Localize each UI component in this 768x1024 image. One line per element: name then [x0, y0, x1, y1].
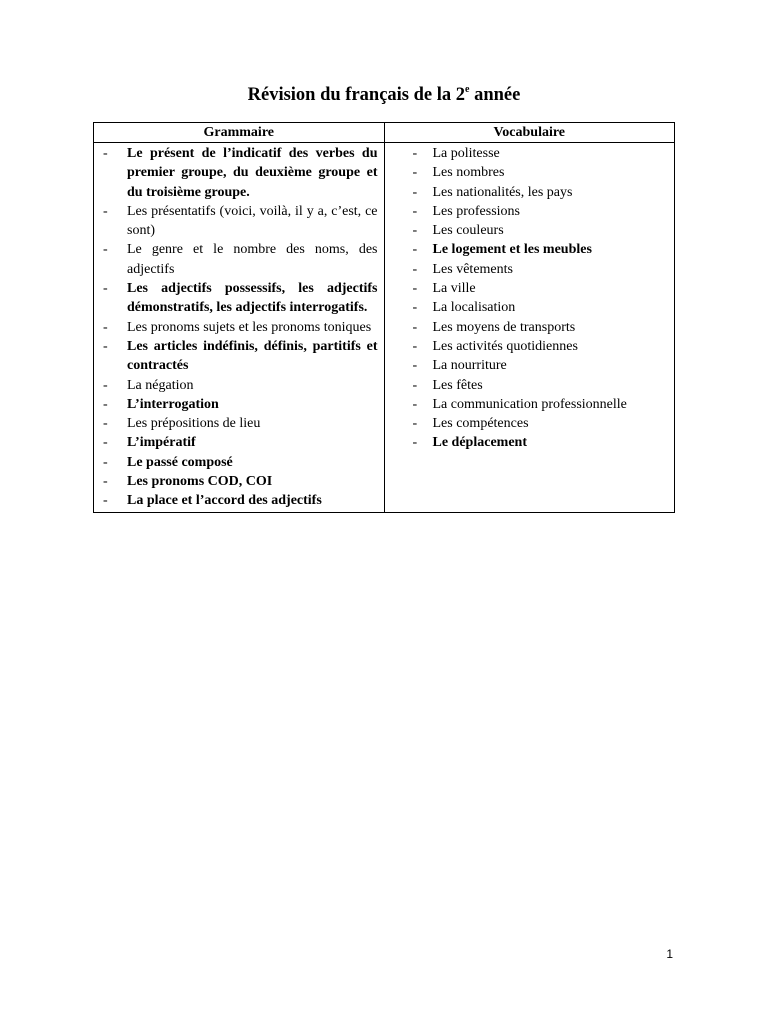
- vocabulaire-item-text: Les compétences: [432, 416, 529, 432]
- vocabulaire-item-text: Le logement et les meubles: [432, 242, 592, 258]
- vocabulaire-item-text: Les moyens de transports: [432, 319, 576, 335]
- vocabulaire-item: [391, 240, 669, 259]
- table-body-row: [94, 143, 675, 513]
- title-main: Révision du français de la 2: [247, 85, 466, 106]
- list-bullet: -: [412, 338, 418, 354]
- title-end: année: [469, 85, 521, 106]
- vocabulaire-item-text: La ville: [432, 281, 476, 297]
- grammaire-item: [100, 453, 378, 472]
- vocabulaire-item: [391, 433, 669, 452]
- vocabulaire-item: [391, 337, 669, 356]
- grammaire-item-text: Les pronoms sujets et les pronoms toniques: [127, 319, 372, 335]
- grammaire-item: [100, 414, 378, 433]
- grammaire-item: [100, 433, 378, 452]
- vocabulaire-item: [391, 298, 669, 317]
- vocabulaire-item: [391, 376, 669, 395]
- vocabulaire-item: [391, 221, 669, 240]
- grammaire-item: [100, 144, 378, 202]
- list-bullet: -: [103, 319, 108, 335]
- vocabulaire-item: [391, 318, 669, 337]
- list-bullet: -: [103, 493, 108, 509]
- list-bullet: -: [103, 454, 108, 470]
- vocabulaire-item-text: La nourriture: [432, 358, 507, 374]
- list-bullet: -: [103, 203, 108, 219]
- vocabulaire-item: [391, 279, 669, 298]
- vocabulaire-item-text: Les vêtements: [432, 261, 513, 277]
- list-bullet: -: [412, 146, 418, 161]
- vocabulaire-item: [391, 260, 669, 279]
- grammaire-cell: [94, 143, 385, 513]
- list-bullet: -: [103, 416, 108, 432]
- header-vocabulaire: Vocabulaire: [384, 123, 675, 143]
- vocabulaire-cell: [384, 143, 675, 513]
- list-bullet: -: [103, 474, 108, 490]
- list-bullet: -: [103, 281, 108, 297]
- list-bullet: -: [412, 319, 418, 335]
- grammaire-item: [100, 472, 378, 491]
- revision-table: [93, 122, 675, 513]
- vocabulaire-item: [391, 163, 669, 182]
- vocabulaire-item-text: Les fêtes: [432, 377, 483, 393]
- grammaire-item-text: Les présentatifs (voici, voilà, il y a, c’est, ce sont): [127, 203, 378, 239]
- vocabulaire-item: [391, 183, 669, 202]
- list-bullet: -: [412, 184, 418, 200]
- grammaire-item-text: L’impératif: [127, 435, 196, 451]
- vocabulaire-item-text: Les nationalités, les pays: [432, 184, 573, 200]
- header-grammaire: Grammaire: [94, 123, 385, 143]
- list-bullet: -: [412, 416, 418, 432]
- vocabulaire-item-text: La localisation: [432, 300, 516, 316]
- grammaire-item-text: La place et l’accord des adjectifs: [127, 493, 322, 509]
- grammaire-item-text: La négation: [127, 377, 194, 393]
- vocabulaire-item-text: La politesse: [432, 146, 500, 161]
- list-bullet: -: [103, 338, 108, 354]
- list-bullet: -: [103, 242, 108, 258]
- list-bullet: -: [103, 146, 108, 161]
- list-bullet: -: [103, 435, 108, 451]
- grammaire-item: [100, 395, 378, 414]
- list-bullet: -: [412, 377, 418, 393]
- grammaire-item-text: Les articles indéfinis, définis, partitifs et contractés: [127, 338, 378, 374]
- title-superscript: e: [465, 84, 470, 96]
- list-bullet: -: [412, 223, 418, 239]
- grammaire-item: [100, 279, 378, 318]
- list-bullet: -: [412, 242, 418, 258]
- grammaire-item-text: Les pronoms COD, COI: [127, 474, 273, 490]
- vocabulaire-item-text: La communication professionnelle: [432, 396, 627, 412]
- vocabulaire-item-text: Les professions: [432, 203, 520, 219]
- grammaire-item-text: Les adjectifs possessifs, les adjectifs démonstratifs, les adjectifs interrogatifs.: [127, 281, 378, 316]
- vocabulaire-item-text: Les activités quotidiennes: [432, 338, 578, 354]
- grammaire-item: [100, 337, 378, 376]
- vocabulaire-list: [391, 144, 669, 453]
- grammaire-list: [100, 144, 378, 511]
- vocabulaire-item: [391, 356, 669, 375]
- grammaire-item: [100, 318, 378, 337]
- list-bullet: -: [412, 435, 418, 451]
- table-header-row: [94, 123, 675, 143]
- list-bullet: -: [412, 261, 418, 277]
- list-bullet: -: [412, 396, 418, 412]
- list-bullet: -: [412, 165, 418, 181]
- vocabulaire-item: [391, 414, 669, 433]
- grammaire-item-text: Le présent de l’indicatif des verbes du premier groupe, du deuxième groupe et du troisième groupe.: [127, 146, 378, 200]
- grammaire-item: [100, 202, 378, 241]
- vocabulaire-item: [391, 144, 669, 163]
- list-bullet: -: [103, 377, 108, 393]
- list-bullet: -: [412, 203, 418, 219]
- vocabulaire-item: [391, 202, 669, 221]
- grammaire-item: [100, 491, 378, 510]
- page-title: [0, 84, 768, 106]
- grammaire-item-text: Le genre et le nombre des noms, des adjectifs: [127, 242, 378, 277]
- list-bullet: -: [412, 281, 418, 297]
- vocabulaire-item-text: Les nombres: [432, 165, 505, 181]
- list-bullet: -: [412, 300, 418, 316]
- list-bullet: -: [412, 358, 418, 374]
- grammaire-item-text: Les prépositions de lieu: [127, 416, 261, 432]
- vocabulaire-item-text: Le déplacement: [432, 435, 527, 451]
- vocabulaire-item-text: Les couleurs: [432, 223, 504, 239]
- grammaire-item: [100, 376, 378, 395]
- grammaire-item-text: Le passé composé: [127, 454, 233, 470]
- list-bullet: -: [103, 396, 108, 412]
- page-number: 1: [666, 947, 673, 961]
- grammaire-item: [100, 240, 378, 279]
- grammaire-item-text: L’interrogation: [127, 396, 219, 412]
- vocabulaire-item: [391, 395, 669, 414]
